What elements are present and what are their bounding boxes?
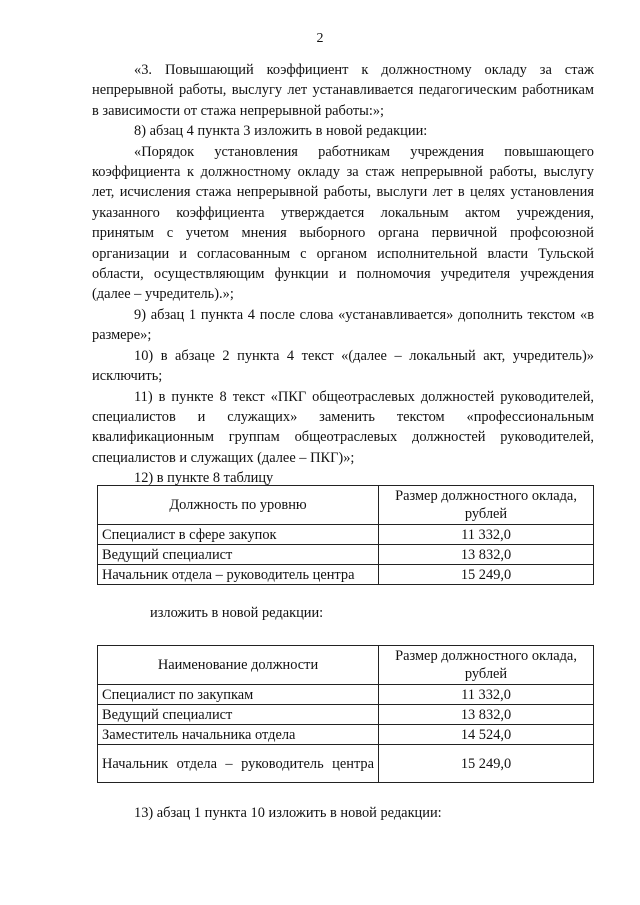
paragraph-2: 8) абзац 4 пункта 3 изложить в новой редакции: [134, 123, 428, 140]
header-cell: Наименование должности [98, 646, 379, 685]
middle-text: изложить в новой редакции: [150, 605, 324, 621]
page-number: 2 [316, 31, 324, 46]
position-cell: Начальник отдела – руководитель центра [98, 565, 379, 585]
salary-cell: 11 332,0 [379, 525, 594, 545]
position-cell: Специалист по закупкам [98, 685, 379, 705]
body-text [92, 60, 594, 489]
paragraph-1: «3. Повышающий коэффициент к должностному окладу за стаж непрерывной работы, выслугу лет устанавливается педагогическим работникам в зависимости от стажа непрерывной работы:»; [92, 62, 594, 119]
table-row [98, 545, 594, 565]
position-cell: Заместитель начальника отдела [98, 725, 379, 745]
salary-table-old [97, 485, 594, 585]
paragraph-3: «Порядок установления работникам учреждения повышающего коэффициента к должностному окладу за стаж непрерывной работы, выслугу лет, исчисления стажа непрерывной работы, выслуги лет в целях установления указанного коэффициента утверждается локальным актом учреждения, принятым с учетом мнения выборного органа первичной профсоюзной организации и согласованным с органом исполнительной власти Тульской области, осуществляющим функции и полномочия учредителя учреждения (далее – учредитель).»; [92, 143, 594, 303]
table-header-row [98, 486, 594, 525]
salary-cell: 14 524,0 [379, 725, 594, 745]
paragraph-5: 10) в абзаце 2 пункта 4 текст «(далее – локальный акт, учредитель)» исключить; [92, 347, 594, 385]
table-row [98, 565, 594, 585]
header-cell: Должность по уровню [98, 486, 379, 525]
salary-cell: 13 832,0 [379, 545, 594, 565]
paragraph-6: 11) в пункте 8 текст «ПКГ общеотраслевых должностей руководителей, специалистов и служащих» заменить текстом «профессиональным квалификационным группам общеотраслевых должностей руководителей, специалистов и служащих (далее – ПКГ)»; [92, 388, 594, 466]
salary-cell: 15 249,0 [379, 745, 594, 783]
table-header-row [98, 646, 594, 685]
table-row [98, 685, 594, 705]
header-cell: Размер должностного оклада, рублей [379, 486, 594, 525]
position-cell [98, 745, 379, 783]
table-row [98, 525, 594, 545]
table-row [98, 705, 594, 725]
salary-cell: 13 832,0 [379, 705, 594, 725]
paragraph-4: 9) абзац 1 пункта 4 после слова «устанавливается» дополнить текстом «в размере»; [92, 306, 594, 344]
table-row [98, 745, 594, 783]
position-text: Начальник отдела – руководитель центра [102, 755, 374, 772]
salary-cell: 11 332,0 [379, 685, 594, 705]
table-row [98, 725, 594, 745]
salary-table-new [97, 645, 594, 783]
last-paragraph: 13) абзац 1 пункта 10 изложить в новой редакции: [134, 805, 442, 821]
position-cell: Ведущий специалист [98, 705, 379, 725]
salary-cell: 15 249,0 [379, 565, 594, 585]
paragraph-7: 12) в пункте 8 таблицу [134, 470, 274, 487]
position-cell: Ведущий специалист [98, 545, 379, 565]
header-cell: Размер должностного оклада, рублей [379, 646, 594, 685]
position-cell: Специалист в сфере закупок [98, 525, 379, 545]
